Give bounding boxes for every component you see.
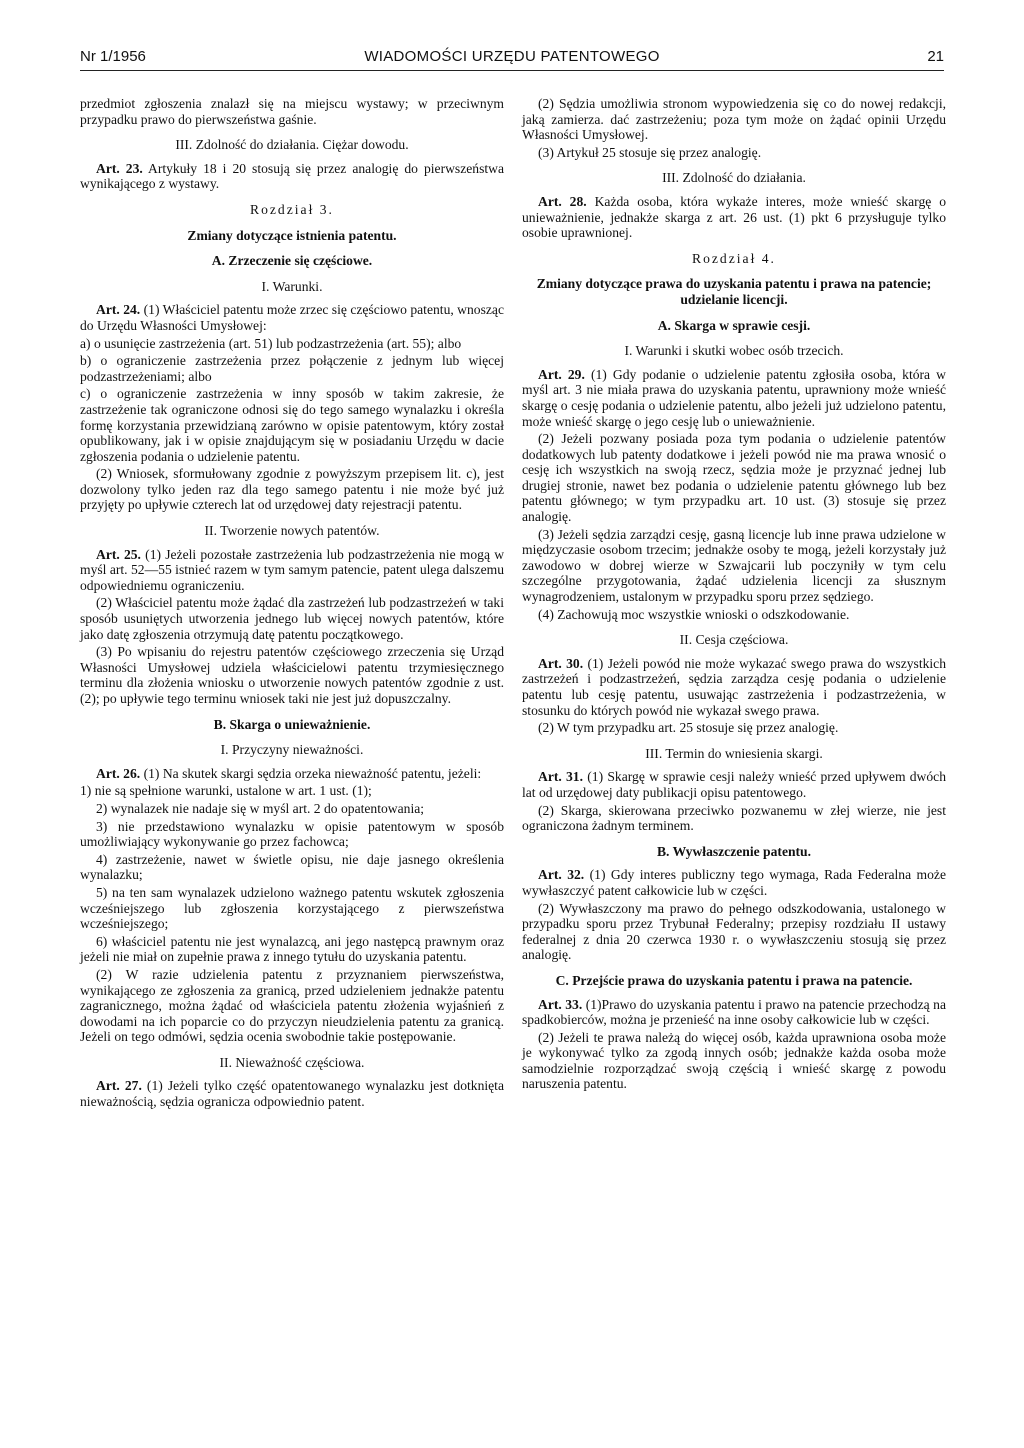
article-33 — [522, 997, 946, 1028]
subchapter-heading: C. Przejście prawa do uzyskania patentu i prawa na patencie. — [555, 972, 913, 988]
subchapter-heading: A. Zrzeczenie się częściowe. — [211, 253, 373, 269]
article-number: Art. 32. — [538, 867, 585, 883]
article-number: Art. 24. — [96, 302, 141, 318]
list-item: b) o ograniczenie zastrzeżenia przez połączenie z jednym lub więcej podzastrzeżeniami; albo — [80, 353, 504, 384]
section-heading: II. Nieważność częściowa. — [219, 1054, 365, 1070]
issue-number: Nr 1/1956 — [80, 48, 146, 65]
article-number: Art. 23. — [96, 160, 143, 176]
article-number: Art. 29. — [538, 366, 585, 382]
list-item: 3) nie przedstawiono wynalazku w opisie patentowym w sposób umożliwiający wykonywanie go przez fachowca; — [80, 818, 504, 850]
right-column — [522, 96, 946, 1094]
chapter-title: Zmiany dotyczące istnienia patentu. — [187, 227, 397, 243]
article-text: (1) Gdy podanie o udzielenie patentu zgłosiła osoba, która w myśl art. 3 nie miała prawa do uzyskania patentu, uprawniony może wnieść skargę o cesję podania o udzielenie patentu, albo jeżeli już udzielono patentu, może wnieść skargę o jego cesję lub o unieważnienie. — [522, 366, 946, 429]
paragraph: (3) Po wpisaniu do rejestru patentów częściowego zrzeczenia się Urząd Własności Umysłowej udziela właścicielowi patentu trzymiesięcznego terminu dla złożenia wniosku o utworzenie nowych patentów zgodnie z ust. (2); po upływie tego terminu wniosek taki nie jest już dopuszczalny. — [80, 644, 504, 706]
section-heading: II. Tworzenie nowych patentów. — [204, 523, 380, 539]
paragraph: (2) Właściciel patentu może żądać dla zastrzeżeń lub podzastrzeżeń w taki sposób usuniętych utworzenia jednego lub więcej nowych patentów, które jako datę zgłoszenia otrzymują datę patentu początkowego. — [80, 595, 504, 642]
chapter-number: Rozdział 3. — [250, 201, 334, 217]
section-heading: III. Zdolność do działania. — [662, 170, 806, 186]
article-number: Art. 33. — [538, 996, 583, 1012]
article-text: Każda osoba, która wykaże interes, może wnieść skargę o unieważnienie, jednakże skarga z art. 26 ust. (1) pkt 6 przysługuje tylko osobie uprawnionej. — [522, 193, 947, 241]
article-text: (1)Prawo do uzyskania patentu i prawo na patencie przechodzą na spadkobierców, można je przenieść na inne osoby całkowicie lub w części. — [522, 996, 946, 1028]
article-number: Art. 28. — [538, 193, 587, 209]
list-item: a) o usunięcie zastrzeżenia (art. 51) lub podzastrzeżenia (art. 55); albo — [80, 335, 462, 351]
article-text: (1) Gdy interes publiczny tego wymaga, Rada Federalna może wywłaszczyć patent całkowicie lub w części. — [522, 867, 946, 898]
paragraph: (3) Artykuł 25 stosuje się przez analogię. — [538, 144, 762, 160]
chapter-number: Rozdział 4. — [692, 250, 776, 266]
list-item: 4) zastrzeżenie, nawet w świetle opisu, nie daje jasnego określenia wynalazku; — [80, 851, 504, 883]
list-item: 5) na ten sam wynalazek udzielono ważnego patentu wskutek zgłoszenia wcześniejszego lub zgłoszenia korzystającego z pierwszeństwa wcześniejszego; — [80, 884, 504, 932]
article-23 — [80, 161, 504, 192]
article-text: (1) Jeżeli pozostałe zastrzeżenia lub podzastrzeżenia nie mogą w myśl art. 52—55 istnieć razem w tym samym patencie, patent ulega dalszemu odpowiedniemu ograniczeniu. — [80, 546, 505, 593]
article-25 — [80, 547, 504, 594]
article-text: (1) Właściciel patentu może zrzec się częściowo patentu, wnosząc do Urzędu Własności Umysłowej: — [80, 302, 504, 333]
article-26 — [80, 766, 504, 782]
section-heading: II. Cesja częściowa. — [679, 632, 789, 648]
article-31 — [522, 769, 946, 800]
paragraph: (2) Wywłaszczony ma prawo do pełnego odszkodowania, ustalonego w przypadku sporu przez Trybunał Federalny; przepisy rozdziału II ustawy federalnej z dnia 20 czerwca 1930 r. o wywłaszczeniu stosują się przez analogię. — [522, 900, 946, 963]
article-24 — [80, 302, 504, 333]
article-30 — [522, 656, 946, 718]
article-28 — [522, 194, 946, 241]
page-number: 21 — [927, 48, 944, 65]
paragraph: (2) Skarga, skierowana przeciwko pozwanemu w złej wierze, nie jest ograniczona żadnym terminem. — [522, 802, 946, 834]
left-column — [80, 96, 504, 1112]
section-heading: III. Termin do wniesienia skargi. — [645, 745, 823, 761]
article-text: (1) Jeżeli tylko część opatentowanego wynalazku jest dotknięta nieważnością, sędzia ogranicza odpowiednio patent. — [80, 1078, 504, 1110]
paragraph: (2) W tym przypadku art. 25 stosuje się przez analogię. — [538, 720, 839, 736]
list-item: 2) wynalazek nie nadaje się w myśl art. 2 do opatentowania; — [96, 800, 425, 816]
paragraph: (2) Jeżeli pozwany posiada poza tym podania o udzielenie patentów dodatkowych lub patenty dodatkowe i jeżeli powód nie ma prawa wnosić o cesję ich wszystkich na swoją rzecz, sędzia może je przyznać jednej lub drugiej stronie, nawet bez podania o udzielenie patentu głównego lub bez patentu głównego; w tym przypadku art. 10 ust. (3) stosuje się przez analogię. — [522, 431, 946, 525]
article-text: Artykuły 18 i 20 stosują się przez analogię do pierwszeństwa wynikającego z wystawy. — [80, 160, 504, 192]
article-27 — [80, 1078, 504, 1109]
article-number: Art. 31. — [538, 769, 584, 785]
subchapter-heading: B. Wywłaszczenie patentu. — [656, 843, 812, 859]
list-item: 6) właściciel patentu nie jest wynalazcą, ani jego następcą prawnym oraz jeżeli nie miał on zupełnie prawa z innego tytułu do uzyskania patentu. — [80, 933, 504, 965]
article-number: Art. 27. — [96, 1078, 142, 1094]
chapter-title: Zmiany dotyczące prawa do uzyskania patentu i prawa na patencie; udzielanie licencji. — [536, 276, 932, 307]
section-heading: I. Warunki i skutki wobec osób trzecich. — [624, 343, 844, 359]
article-number: Art. 25. — [96, 546, 141, 562]
article-32 — [522, 867, 946, 898]
subchapter-heading: B. Skarga o unieważnienie. — [213, 716, 371, 732]
list-item: 1) nie są spełnione warunki, ustalone w art. 1 ust. (1); — [80, 783, 372, 799]
section-heading: I. Przyczyny nieważności. — [220, 742, 364, 758]
paragraph: przedmiot zgłoszenia znalazł się na miejscu wystawy; w przeciwnym przypadku prawo do pierwszeństwa gaśnie. — [80, 96, 504, 127]
article-29 — [522, 367, 946, 429]
subchapter-heading: A. Skarga w sprawie cesji. — [657, 317, 811, 333]
paragraph: (2) Jeżeli te prawa należą do więcej osób, każda uprawniona osoba może je wykonywać tylko za zgodą innych osób; jednakże każda osoba może samodzielnie rozporządzać swoją częścią i wnieść skargę z powodu naruszenia patentu. — [522, 1029, 946, 1092]
journal-title: WIADOMOŚCI URZĘDU PATENTOWEGO — [364, 48, 660, 65]
article-text: (1) Skargę w sprawie cesji należy wnieść przed upływem dwóch lat od urzędowej daty publikacji opisu patentowego. — [522, 769, 947, 800]
article-number: Art. 30. — [538, 655, 584, 671]
paragraph: (2) W razie udzielenia patentu z przyznaniem pierwszeństwa, wynikającego ze zgłoszenia za granicą, przed udzieleniem jednakże patentu zagranicznego, można żądać od właściciela patentu złożenia wyjaśnień z dowodami na ich poparcie co do przyczyn nieudzielenia patentu za granicą. Jeżeli on tego odmówi, sędzia ocenia swobodnie takie postępowanie. — [80, 966, 504, 1045]
article-text: (1) Na skutek skargi sędzia orzeka nieważność patentu, jeżeli: — [143, 765, 482, 781]
section-heading: III. Zdolność do działania. Ciężar dowodu. — [175, 137, 409, 153]
article-number: Art. 26. — [96, 765, 141, 781]
list-item: c) o ograniczenie zastrzeżenia w inny sposób w takim zakresie, że zastrzeżenie tak ograniczone odnosi się do tego samego wynalazku i określa formę korzystania przewidzianą zarówno w opisie patentowym, który został opublikowany, jak i w opisie znajdującym się w posiadaniu Urzędu w dacie zgłoszenia podania o udzielenie patentu. — [80, 386, 504, 464]
paragraph: (2) Wniosek, sformułowany zgodnie z powyższym przepisem lit. c), jest dozwolony tylko jeden raz dla tego samego patentu i nie może być już przyjęty po upływie czterech lat od urzędowej daty rejestracji patentu. — [80, 466, 504, 513]
paragraph: (4) Zachowują moc wszystkie wnioski o odszkodowanie. — [538, 606, 850, 622]
article-text: (1) Jeżeli powód nie może wykazać swego prawa do wszystkich zastrzeżeń i podzastrzeżeń, sędzia zarządza cesję podania o udzielenie patentu lub cesję patentu, usuwając zastrzeżenia i podzastrzeżenia, w stosunku do których powód nie wykazał swego prawa. — [522, 655, 946, 718]
page-header — [80, 44, 944, 71]
paragraph: (3) Jeżeli sędzia zarządzi cesję, gasną licencje lub inne prawa udzielone w międzyczasie osobom trzecim; jednakże osoby te mogą, jeżeli korzystały już zawodowo w dobrej wierze w Szwajcarii lub poczyniły w tym celu szczególne przygotowania, żądać udzielenia licencji za słusznym wynagrodzeniem, ustalonym w przypadku sporu przez sędziego. — [522, 526, 946, 605]
paragraph: (2) Sędzia umożliwia stronom wypowiedzenia się co do nowej redakcji, jaką zamierza. dać zastrzeżeniu; poza tym może on żądać opinii Urzędu Własności Umysłowej. — [522, 96, 946, 143]
section-heading: I. Warunki. — [261, 278, 323, 294]
